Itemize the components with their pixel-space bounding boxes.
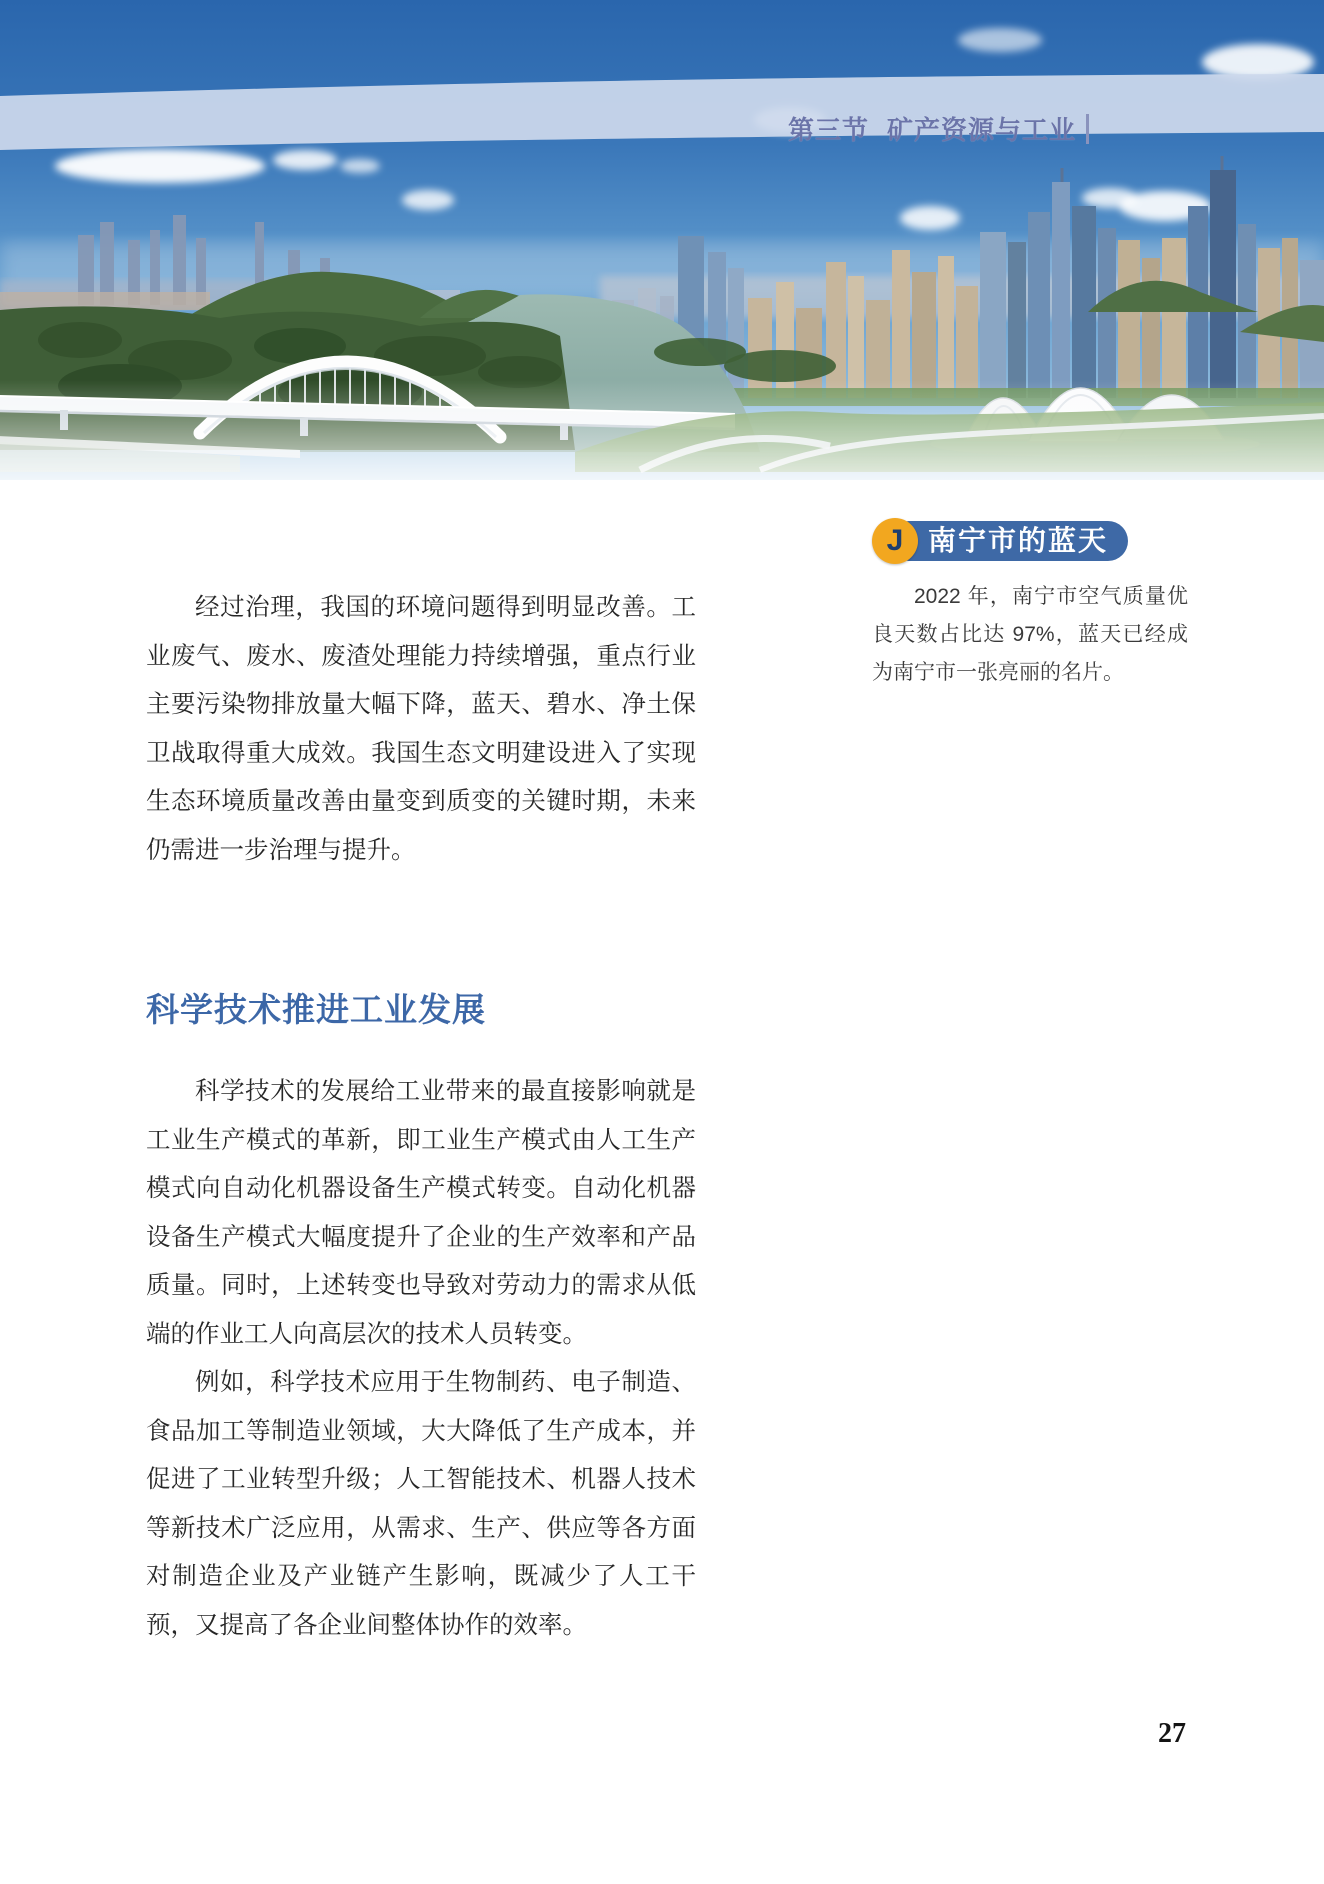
callout-caption: 2022 年，南宁市空气质量优良天数占比达 97%，蓝天已经成为南宁市一张亮丽的名片。 <box>872 585 1188 684</box>
paragraph-examples: 例如，科学技术应用于生物制药、电子制造、食品加工等制造业领域，大大降低了生产成本，并促进了工业转型升级；人工智能技术、机器人技术等新技术广泛应用，从需求、生产、供应等各方面对制造企业及产业链产生影响，既减少了人工干预，又提高了各企业间整体协作的效率。 <box>146 1369 696 1639</box>
section-heading: 科学技术推进工业发展 <box>146 991 486 1028</box>
page-number: 27 <box>1158 1718 1186 1749</box>
paragraph-technology: 科学技术的发展给工业带来的最直接影响就是工业生产模式的革新，即工业生产模式由人工生产模式向自动化机器设备生产模式转变。自动化机器设备生产模式大幅度提升了企业的生产效率和产品质量。同时，上述转变也导致对劳动力的需求从低端的作业工人向高层次的技术人员转变。 <box>146 1078 696 1348</box>
j-badge-icon: J <box>872 518 918 564</box>
callout-badge-title: 南宁市的蓝天 <box>898 521 1128 561</box>
chapter-header <box>788 110 1089 147</box>
header-divider-bar <box>1086 114 1089 144</box>
paragraph-group <box>146 1068 696 1650</box>
callout-badge <box>872 518 1188 564</box>
chapter-title-label: 矿产资源与工业 <box>887 115 1077 145</box>
chapter-section-label: 第三节 <box>788 115 870 145</box>
paragraph-environment: 经过治理，我国的环境问题得到明显改善。工业废气、废水、废渣处理能力持续增强，重点行业主要污染物排放量大幅下降，蓝天、碧水、净土保卫战取得重大成效。我国生态文明建设进入了实现生态环境质量改善由量变到质变的关键时期，未来仍需进一步治理与提升。 <box>146 594 696 864</box>
callout-nanning-blue-sky <box>872 518 1188 692</box>
nanning-city-photo <box>0 0 1324 560</box>
city-photo-illustration <box>0 0 1324 560</box>
